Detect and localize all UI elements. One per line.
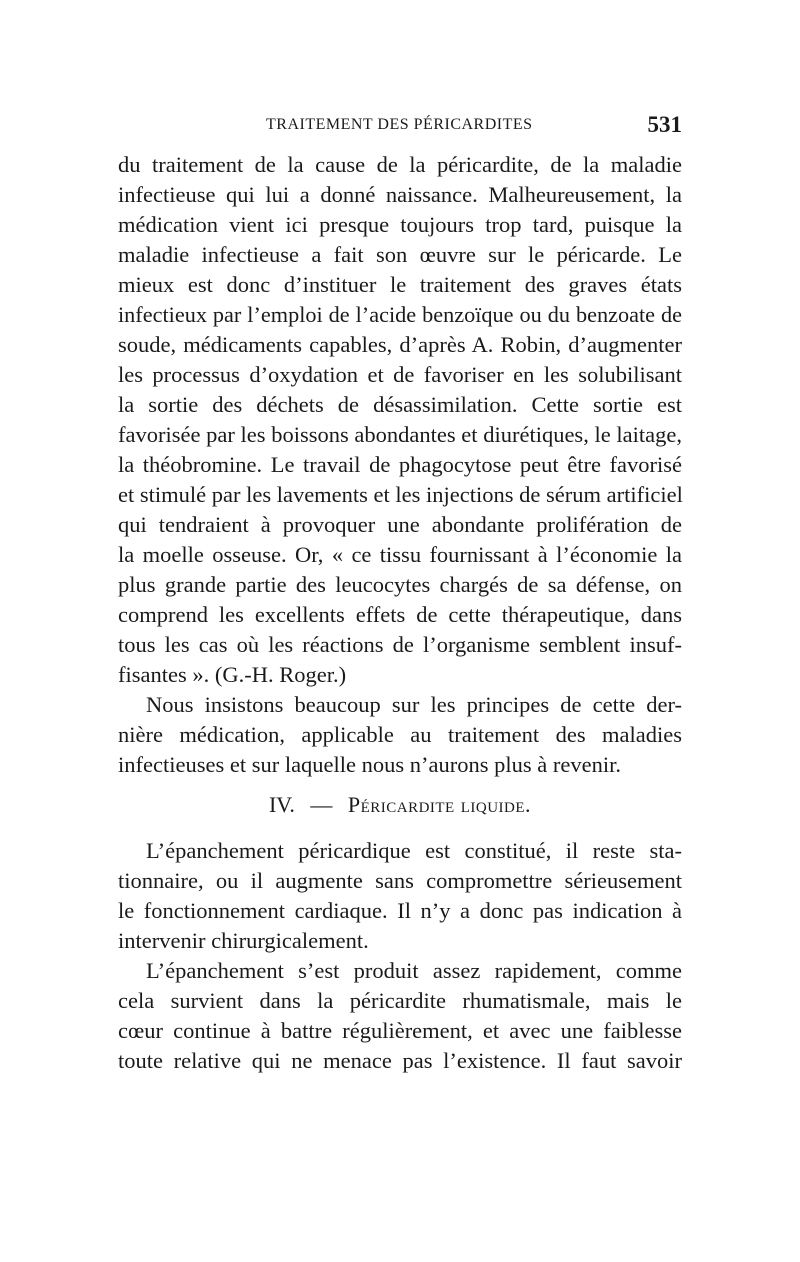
text-line: la moelle osseuse. Or, « ce tissu fournissant à l’économie la (118, 542, 682, 567)
text-line: cela survient dans la péricardite rhumatismale, mais le (118, 988, 682, 1013)
text-line: tionnaire, ou il augmente sans compromettre sérieusement (118, 868, 682, 893)
section-heading (0, 790, 800, 820)
page-number: 531 (647, 112, 682, 137)
text-line: L’épanchement péricardique est constitué, il reste sta- (146, 838, 682, 863)
section-dash: — (310, 792, 333, 817)
text-line: infectieux par l’emploi de l’acide benzoïque ou du benzoate de (118, 302, 682, 327)
text-line: la théobromine. Le travail de phagocytose peut être favorisé (118, 452, 682, 477)
text-line: plus grande partie des leucocytes chargés de sa défense, on (118, 572, 682, 597)
text-line: du traitement de la cause de la péricardite, de la maladie (118, 152, 682, 177)
text-line: nière médication, applicable au traitement des maladies (118, 722, 682, 747)
section-number: IV. (268, 792, 295, 817)
section-title: Péricardite liquide. (347, 792, 532, 817)
text-line: et stimulé par les lavements et les injections de sérum artificiel (118, 482, 683, 507)
text-line: toute relative qui ne menace pas l’existence. Il faut savoir (118, 1048, 682, 1073)
text-line: soude, médicaments capables, d’après A. Robin, d’augmenter (118, 332, 682, 357)
text-line: tous les cas où les réactions de l’organisme semblent insuf- (118, 632, 682, 657)
text-line: intervenir chirurgicalement. (118, 928, 369, 953)
running-title: TRAITEMENT DES PÉRICARDITES (266, 116, 533, 133)
text-line: la sortie des déchets de désassimilation. Cette sortie est (118, 392, 682, 417)
text-line: infectieuse qui lui a donné naissance. Malheureusement, la (118, 182, 682, 207)
text-line: cœur continue à battre régulièrement, et avec une faiblesse (118, 1018, 682, 1043)
text-line: le fonctionnement cardiaque. Il n’y a donc pas indication à (118, 898, 682, 923)
text-line: L’épanchement s’est produit assez rapidement, comme (146, 958, 682, 983)
running-head (118, 112, 682, 140)
text-line: les processus d’oxydation et de favoriser en les solubilisant (118, 362, 682, 387)
text-line: médication vient ici presque toujours trop tard, puisque la (118, 212, 682, 237)
text-line: comprend les excellents effets de cette thérapeutique, dans (118, 602, 682, 627)
text-line: Nous insistons beaucoup sur les principes de cette der- (146, 692, 682, 717)
text-line: infectieuses et sur laquelle nous n’aurons plus à revenir. (118, 752, 621, 777)
text-line: mieux est donc d’instituer le traitement des graves états (118, 272, 682, 297)
text-line: qui tendraient à provoquer une abondante prolifération de (118, 512, 682, 537)
text-line: fisantes ». (G.-H. Roger.) (118, 662, 347, 687)
text-line: favorisée par les boissons abondantes et diurétiques, le laitage, (118, 422, 682, 447)
text-line: maladie infectieuse a fait son œuvre sur le péricarde. Le (118, 242, 682, 267)
